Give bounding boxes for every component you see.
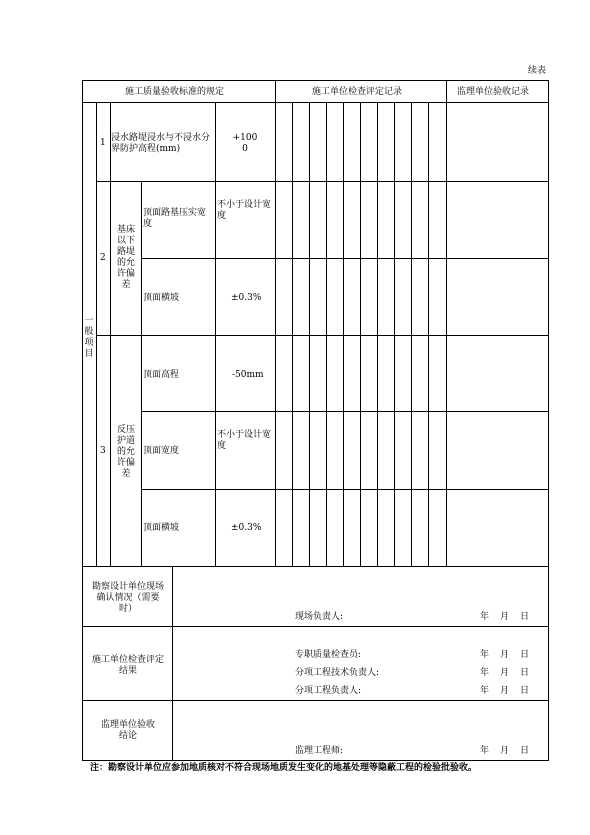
date-year: 年: [480, 650, 490, 660]
survey-label: 勘察设计单位现场确认情况（需要时）: [92, 582, 165, 614]
date-year: 年: [480, 612, 490, 622]
date-year: 年: [480, 686, 490, 696]
date-month: 月: [500, 686, 510, 696]
footnote: 注：勘察设计单位应参加地质核对不符合现场地质发生变化的地基处理等隐蔽工程的检验批验收。: [90, 763, 478, 773]
quality-inspector-label: 专职质量检查员:: [295, 650, 362, 660]
col-supervision-header: 监理单位验收记录: [457, 87, 530, 97]
row-3c-value: ±0.3%: [231, 523, 262, 533]
date-day: 日: [520, 686, 530, 696]
section-label: 一般项目: [84, 316, 94, 359]
row-2a-item: 顶面路基压实宽度: [143, 208, 207, 229]
date-month: 月: [500, 650, 510, 660]
row-2-no: 2: [100, 253, 106, 263]
row-1-no: 1: [100, 138, 106, 148]
date-day: 日: [520, 668, 530, 678]
row-2-group: 基床以下路堤的允许偏差: [116, 225, 135, 290]
row-3c-item: 顶面横坡: [143, 523, 180, 533]
row-2a-value: 不小于设计宽度: [217, 200, 272, 221]
supervisor-label: 监理工程师:: [295, 746, 344, 756]
continued-label: 续表: [528, 66, 547, 76]
row-1-value: +100 0: [232, 133, 258, 154]
tech-person-label: 分项工程技术负责人:: [295, 668, 380, 678]
site-person-label: 现场负责人:: [295, 612, 344, 622]
project-person-label: 分项工程负责人:: [295, 686, 362, 696]
row-1-item: 浸水路堤浸水与不浸水分界防护高程(mm): [111, 133, 211, 154]
date-day: 日: [520, 612, 530, 622]
row-2b-value: ±0.3%: [231, 293, 262, 303]
date-year: 年: [480, 668, 490, 678]
construction-label: 施工单位检查评定结果: [92, 655, 165, 676]
row-3a-value: -50mm: [232, 370, 264, 380]
row-2b-item: 顶面横坡: [143, 293, 180, 303]
row-3b-item: 顶面宽度: [143, 446, 180, 456]
date-month: 月: [500, 668, 510, 678]
date-day: 日: [520, 650, 530, 660]
supervision-label: 监理单位验收结论: [100, 720, 155, 741]
row-3a-item: 顶面高程: [143, 370, 180, 380]
date-month: 月: [500, 612, 510, 622]
row-3b-value: 不小于设计宽度: [217, 430, 272, 451]
date-month: 月: [500, 746, 510, 756]
row-3-group: 反压护道的允许偏差: [116, 425, 135, 479]
date-day: 日: [520, 746, 530, 756]
col-standard-header: 施工质量验收标准的规定: [125, 87, 225, 97]
date-year: 年: [480, 746, 490, 756]
col-construction-header: 施工单位检查评定记录: [312, 87, 403, 97]
row-3-no: 3: [100, 446, 106, 456]
